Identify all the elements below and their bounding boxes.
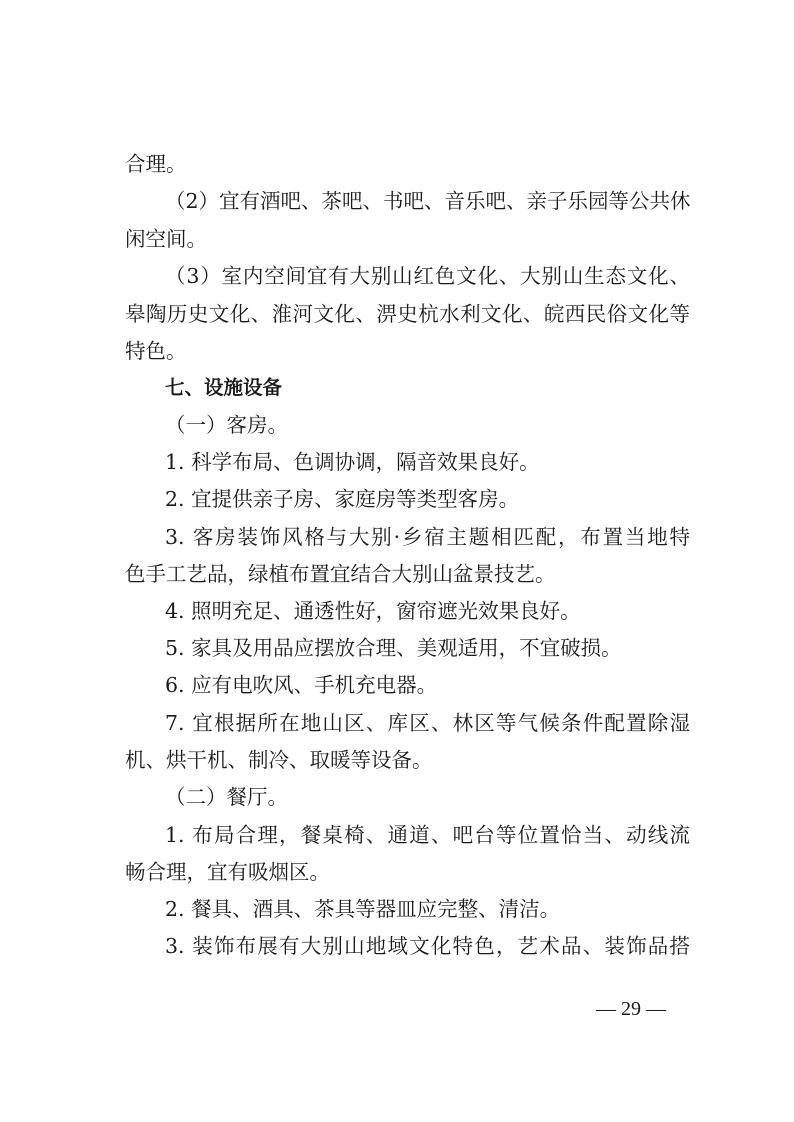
list-item: 1. 科学布局、色调协调，隔音效果良好。 bbox=[165, 450, 540, 474]
list-item: 5. 家具及用品应摆放合理、美观适用，不宜破损。 bbox=[165, 636, 622, 660]
paragraph-line: 合理。 bbox=[125, 152, 187, 176]
list-item-continuation: 色手工艺品，绿植布置宜结合大别山盆景技艺。 bbox=[125, 562, 556, 586]
subsection-heading: （二）餐厅。 bbox=[165, 785, 288, 809]
paragraph-line: 特色。 bbox=[125, 339, 187, 363]
paragraph-line: （3）室内空间宜有大别山红色文化、大别山生态文化、 bbox=[165, 264, 690, 288]
section-heading: 七、设施设备 bbox=[165, 376, 283, 399]
list-item: 1. 布局合理，餐桌椅、通道、吧台等位置恰当、动线流 bbox=[165, 823, 690, 847]
list-item: 2. 宜提供亲子房、家庭房等类型客房。 bbox=[165, 487, 520, 511]
subsection-heading: （一）客房。 bbox=[165, 413, 288, 437]
list-item: 3. 客房装饰风格与大别·乡宿主题相匹配，布置当地特 bbox=[165, 525, 690, 549]
paragraph-line: 闲空间。 bbox=[125, 227, 207, 251]
paragraph-line: 皋陶历史文化、淮河文化、淠史杭水利文化、皖西民俗文化等 bbox=[125, 302, 690, 326]
page-number: — 29 — bbox=[596, 998, 666, 1020]
list-item: 7. 宜根据所在地山区、库区、林区等气候条件配置除湿 bbox=[165, 711, 690, 735]
list-item: 6. 应有电吹风、手机充电器。 bbox=[165, 673, 438, 697]
paragraph-line: （2）宜有酒吧、茶吧、书吧、音乐吧、亲子乐园等公共休 bbox=[165, 189, 691, 213]
list-item: 2. 餐具、酒具、茶具等器皿应完整、清洁。 bbox=[165, 897, 561, 921]
list-item: 4. 照明充足、通透性好，窗帘遮光效果良好。 bbox=[165, 599, 581, 623]
list-item-continuation: 机、烘干机、制冷、取暖等设备。 bbox=[125, 748, 433, 772]
list-item: 3. 装饰布展有大别山地域文化特色，艺术品、装饰品搭 bbox=[165, 934, 690, 958]
list-item-continuation: 畅合理，宜有吸烟区。 bbox=[125, 860, 330, 884]
